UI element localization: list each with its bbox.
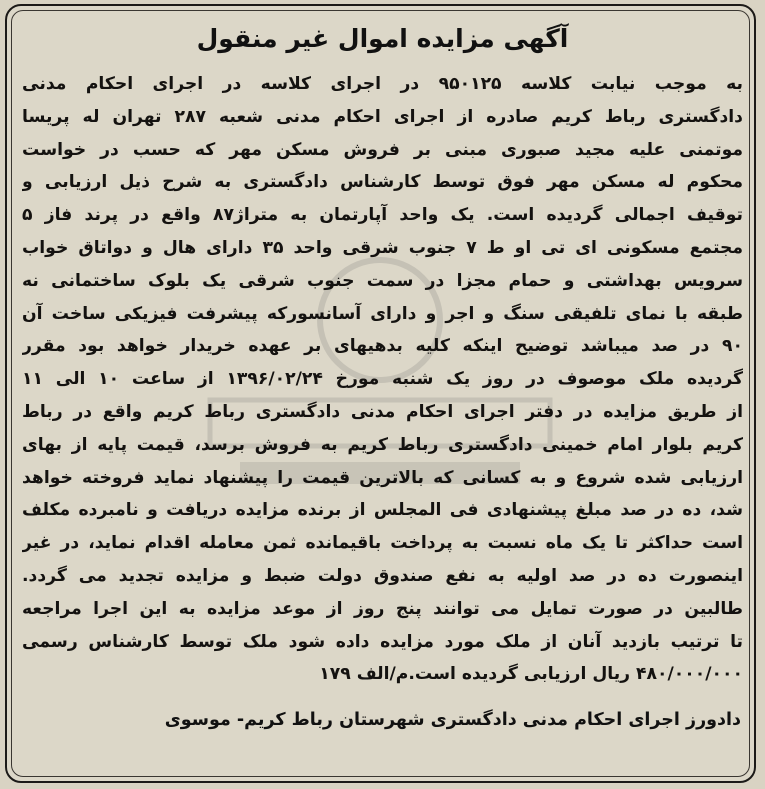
notice-line: طالبین در صورت تمایل می توانند پنج روز از موعد مزایده به این اجرا مراجعه [22, 598, 743, 619]
notice-line: موتمنی علیه مجید صبوری مبنی بر فروش مسکن مهر که حسب در خواست [22, 139, 743, 160]
notice-title: آگهی مزایده اموال غیر منقول [196, 24, 569, 53]
notice-line: توقیف اجمالی گردیده است. یک واحد آپارتمان به متراژ۸۷ واقع در پرند فاز ۵ [22, 205, 743, 226]
notice-line: تا ترتیب بازدید آنان از ملک مورد مزایده داده شود ملک توسط کارشناس رسمی [22, 631, 743, 652]
notice-line: شد، ده در صد مبلغ پیشنهادی فی المجلس از برنده مزایده دریافت و نامبرده مکلف [22, 500, 743, 521]
notice-line: دادگستری رباط کریم صادره از اجرای احکام مدنی شعبه ۲۸۷ تهران له پریسا [22, 106, 743, 127]
notice-line: ارزیابی شده شروع و به کسانی که بالاترین قیمت را پیشنهاد نماید فروخته خواهد [22, 467, 743, 488]
notice-line: کریم بلوار امام خمینی دادگستری رباط کریم به فروش برسد، قیمت پایه از بهای [22, 434, 743, 455]
notice-line: گردیده ملک موصوف در روز یک شنبه مورخ ۱۳۹۶/۰۲/۲۴ از ساعت ۱۰ الی ۱۱ [22, 369, 743, 390]
notice-line: است حداکثر تا یک ماه نسبت به پرداخت باقیمانده ثمن معامله اقدام نماید، در غیر [22, 533, 743, 554]
notice-body [22, 68, 743, 691]
notice-line: از طریق مزایده در دفتر اجرای احکام مدنی دادگستری رباط کریم واقع در رباط [22, 401, 743, 422]
notice-line: ۹۰ در صد میباشد توضیح اینکه کلیه بدهیهای بر عهده خریدار خواهد بود مقرر [22, 336, 743, 357]
notice-line: ۴۸۰/۰۰۰/۰۰۰ ریال ارزیابی گردیده است.م/الف ۱۷۹ [319, 664, 743, 685]
notice-line: مجتمع مسکونی ای تی او ط ۷ جنوب شرقی واحد ۳۵ دارای هال و دواتاق خواب [22, 237, 743, 258]
notice-line: سرویس بهداشتی و حمام مجزا در سمت جنوب شرقی یک بلوک ساختمانی نه [22, 270, 743, 291]
notice-line: طبقه با نمای تلفیقی سنگ و اجر و دارای آسانسورکه پیشرفت فیزیکی ساخت آن [22, 303, 743, 324]
notice-signature: دادورز اجرای احکام مدنی دادگستری شهرستان رباط کریم- موسوی [164, 710, 741, 730]
notice-line: به موجب نیابت کلاسه ۹۵۰۱۲۵ در اجرای کلاسه در اجرای احکام مدنی [22, 74, 743, 94]
notice-line: محکوم له مسکن مهر فوق توسط کارشناس دادگستری به شرح ذیل ارزیابی و [22, 172, 743, 193]
notice-line: اینصورت ده در صد اولیه به نفع صندوق دولت ضبط و مزایده تجدید می گردد. [22, 565, 743, 586]
